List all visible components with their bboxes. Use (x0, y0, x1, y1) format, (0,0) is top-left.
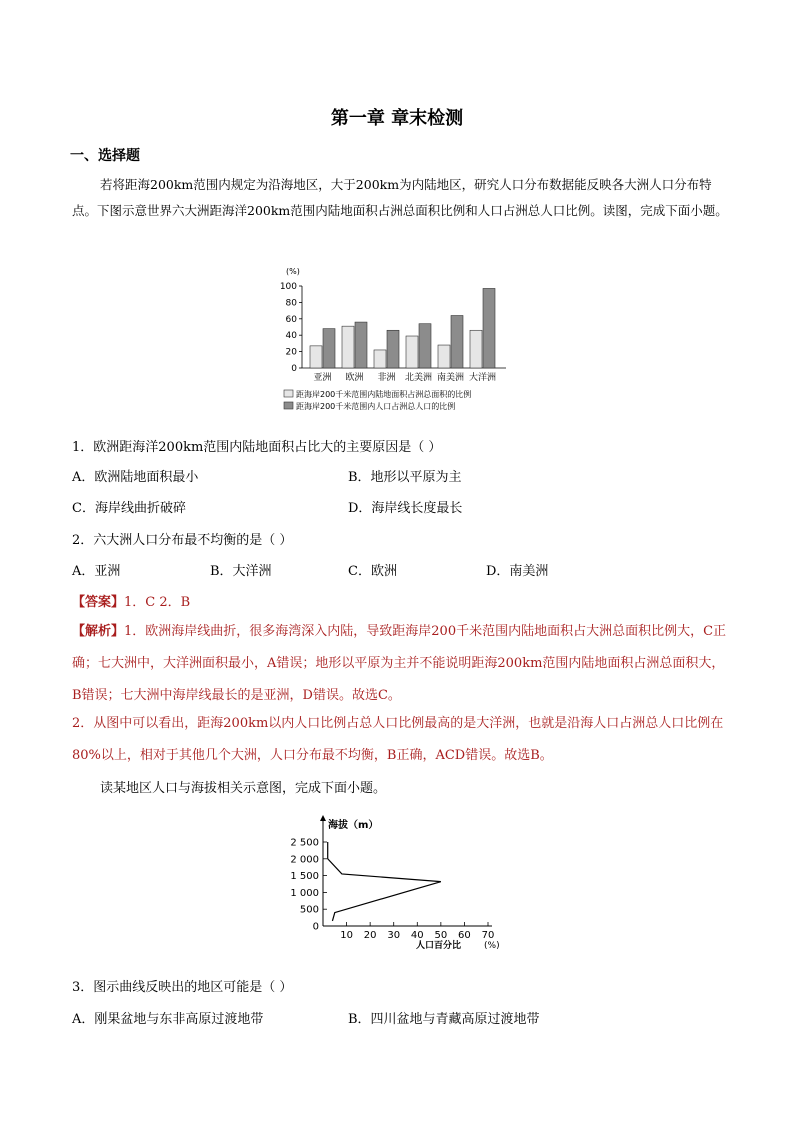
chart1-ylabel: (%) (286, 267, 300, 276)
intro-paragraph: 若将距海200km范围内规定为沿海地区，大于200km为内陆地区，研究人口分布数据能反映各大洲人口分布特点。下图示意世界六大洲距海洋200km范围内陆地面积占洲总面积比例和人口占洲总人口比例。读图，完成下面小题。 (72, 177, 728, 218)
q2-option-d: D．南美洲 (486, 564, 549, 579)
legend-label-land: 距海岸200千米范围内陆地面积占洲总面积的比例 (296, 390, 472, 399)
question-1-stem: 1．欧洲距海洋200km范围内陆地面积占比大的主要原因是（ ） (72, 440, 442, 455)
chart1-category-label: 亚洲 (313, 373, 332, 383)
bar-land (374, 350, 386, 368)
q2-option-a: A．亚洲 (72, 564, 121, 579)
chart1-ytick-label: 100 (279, 282, 297, 292)
answer-text: 1．C 2．B (124, 595, 191, 610)
q2-option-b: B．大洋洲 (210, 564, 272, 579)
chart2-xlabel: 人口百分比 (416, 941, 462, 951)
chart1-ytick-label: 60 (285, 314, 297, 325)
population-altitude-chart (270, 812, 510, 957)
bar-population (355, 322, 367, 368)
q1-option-b: B．地形以平原为主 (348, 470, 462, 485)
q1-option-c: C．海岸线曲折破碎 (72, 501, 186, 516)
q2-option-c: C．欧洲 (348, 564, 397, 579)
chart1-ytick-label: 80 (285, 298, 297, 309)
chart2-ytick-label: 2 000 (290, 854, 319, 866)
legend-swatch-population (284, 402, 293, 409)
analysis-text-1: 1．欧洲海岸线曲折，很多海湾深入内陆，导致距海岸200千米范围内陆地面积占大洲总面积比例大，C正确；七大洲中，大洋洲面积最小，A错误；地形以平原为主并不能说明距海200km范围内陆地面积占洲总面积大，B错误；七大洲中海岸线最长的是亚洲，D错误。故选C。 (72, 624, 727, 703)
q3-option-b: B．四川盆地与青藏高原过渡地带 (348, 1012, 540, 1027)
q3-option-a: A．刚果盆地与东非高原过渡地带 (72, 1012, 264, 1027)
chart2-ylabel: 海拔（m） (328, 820, 379, 831)
bar-population (323, 329, 335, 368)
chart2-xtick-label: 40 (410, 930, 424, 941)
bar-population (419, 324, 431, 368)
legend-swatch-land (284, 390, 293, 397)
bar-population (387, 330, 399, 368)
bar-land (342, 326, 354, 368)
answer-label: 【答案】 (72, 595, 125, 610)
chart1-category-label: 大洋洲 (468, 373, 497, 383)
chart1-ytick-label: 40 (285, 331, 297, 342)
analysis-paragraph-1 (72, 616, 728, 712)
q1-option-a: A．欧洲陆地面积最小 (72, 470, 199, 485)
analysis-label: 【解析】 (72, 624, 125, 639)
chart1-category-label: 南美洲 (436, 373, 465, 383)
answer-line (72, 591, 190, 610)
q1-option-d: D．海岸线长度最长 (348, 501, 463, 516)
chart2-ytick-label: 1 000 (290, 887, 319, 899)
chart2-xtick-label: 10 (340, 930, 353, 941)
population-altitude-curve (328, 842, 441, 921)
chart2-xtick-label: 60 (458, 930, 471, 941)
chart1-ytick-label: 20 (285, 347, 297, 358)
bar-population (483, 288, 495, 368)
bar-land (406, 336, 418, 368)
chart2-xunit: (%) (484, 941, 500, 951)
question-3-stem: 3．图示曲线反映出的地区可能是（ ） (72, 980, 293, 995)
chart1-category-label: 欧洲 (345, 373, 364, 383)
bar-land (438, 345, 450, 368)
question-2-stem: 2．六大洲人口分布最不均衡的是（ ） (72, 533, 293, 548)
section-heading: 一、选择题 (70, 148, 140, 164)
chart2-ytick-label: 0 (312, 921, 319, 933)
chart2-xtick-label: 30 (387, 930, 401, 941)
chart2-ytick-label: 2 500 (290, 837, 319, 849)
intro-paragraph-2: 读某地区人口与海拔相关示意图，完成下面小题。 (100, 781, 387, 796)
continent-bar-chart (270, 264, 530, 416)
chart1-category-label: 非洲 (377, 373, 396, 383)
bar-land (470, 330, 482, 368)
chart2-xtick-label: 20 (363, 930, 377, 941)
chart1-ytick-label: 0 (291, 364, 297, 374)
bar-land (310, 346, 322, 368)
chart2-xtick-label: 50 (434, 930, 448, 941)
chart2-ytick-label: 500 (299, 904, 319, 916)
chart1-category-label: 北美洲 (404, 373, 433, 383)
bar-population (451, 316, 463, 368)
chart2-xtick-label: 70 (481, 930, 495, 941)
legend-label-population: 距海岸200千米范围内人口占洲总人口的比例 (296, 402, 456, 411)
analysis-paragraph-2: 2．从图中可以看出，距海200km以内人口比例占总人口比例最高的是大洋洲，也就是沿海人口占洲总人口比例在80%以上，相对于其他几个大洲，人口分布最不均衡，B正确，ACD错误。故选B。 (72, 716, 724, 763)
page-title: 第一章 章末检测 (330, 108, 464, 129)
chart2-ytick-label: 1 500 (290, 871, 319, 883)
